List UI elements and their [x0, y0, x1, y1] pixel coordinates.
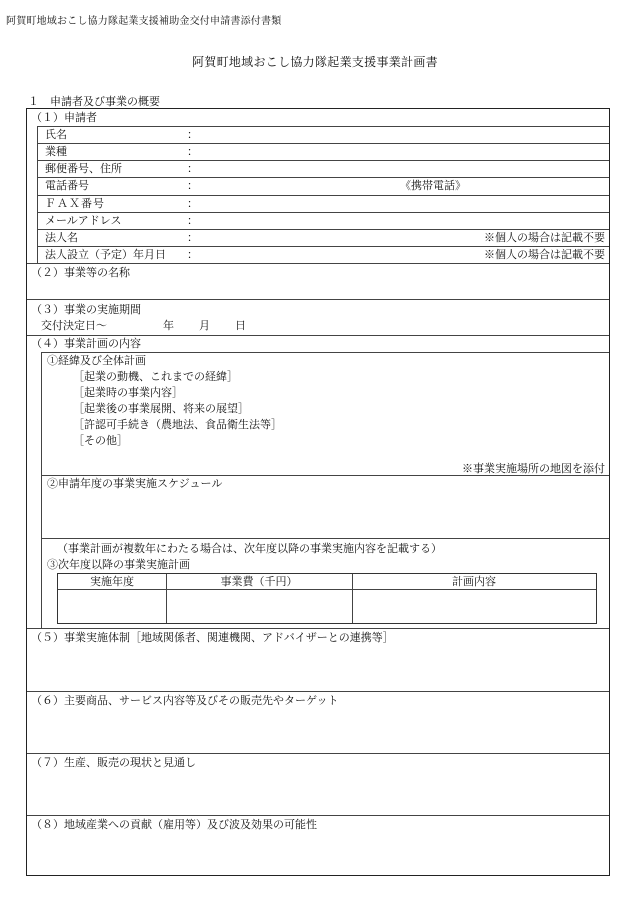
section-divider [27, 335, 609, 336]
products-heading: （６）主要商品、サービス内容等及びその販売先やターゲット [31, 694, 339, 707]
applicant-heading: （１）申請者 [31, 111, 97, 124]
table-header-line [58, 589, 596, 590]
table-header-year: 実施年度 [90, 575, 134, 588]
period-day-label: 日 [235, 319, 246, 332]
section-divider [27, 263, 609, 264]
industry-label: 業種 [45, 145, 67, 158]
period-year-label: 年 [163, 319, 174, 332]
applicant-row-line [37, 229, 609, 230]
name-colon: ： [187, 128, 198, 141]
overall-item-permits: ［許認可手続き（農地法、食品衛生法等］ [73, 418, 282, 431]
email-colon: ： [187, 214, 198, 227]
address-colon: ： [187, 162, 198, 175]
period-month-label: 月 [199, 319, 210, 332]
corp-name-note: ※個人の場合は記載不要 [484, 231, 605, 244]
applicant-row-line [37, 143, 609, 144]
section-heading: １ 申請者及び事業の概要 [28, 95, 160, 108]
table-header-content: 計画内容 [452, 575, 496, 588]
business-name-heading: （２）事業等の名称 [31, 266, 130, 279]
overall-item-other: ［その他］ [73, 434, 128, 447]
address-label: 郵便番号、住所 [45, 162, 122, 175]
table-header-cost: 事業費（千円） [220, 575, 298, 588]
email-label: メールアドレス [45, 214, 122, 227]
phone-label: 電話番号 [45, 179, 89, 192]
multi-year-note: （事業計画が複数年にわたる場合は、次年度以降の事業実施内容を記載する） [57, 542, 442, 555]
next-year-heading: ③次年度以降の事業実施計画 [47, 558, 190, 571]
plan-inner-line [41, 475, 609, 476]
section-divider [27, 691, 609, 692]
map-attachment-note: ※事業実施場所の地図を添付 [462, 462, 605, 475]
overall-plan-heading: ①経緯及び全体計画 [47, 354, 146, 367]
system-heading: （５）事業実施体制［地域関係者、関連機関、アドバイザーとの連携等］ [31, 631, 394, 644]
document-type-label: 阿賀町地域おこし協力隊起業支援補助金交付申請書添付書類 [6, 16, 282, 27]
form-frame [26, 108, 610, 876]
plan-inner-line [41, 538, 609, 539]
overall-item-initial: ［起業時の事業内容］ [73, 386, 183, 399]
period-heading: （３）事業の実施期間 [31, 303, 141, 316]
production-heading: （７）生産、販売の現状と見通し [31, 756, 196, 769]
applicant-row-line [37, 246, 609, 247]
plan-inner-line [41, 352, 609, 353]
overall-item-future: ［起業後の事業展開、将来の展望］ [73, 402, 249, 415]
applicant-row-line [37, 126, 609, 127]
corp-date-note: ※個人の場合は記載不要 [484, 248, 605, 261]
period-start-label: 交付決定日～ [41, 319, 107, 332]
name-label: 氏名 [45, 128, 67, 141]
corp-name-colon: ： [187, 231, 198, 244]
plan-left-border [41, 352, 42, 628]
plan-heading: （４）事業計画の内容 [31, 337, 141, 350]
document-title: 阿賀町地域おこし協力隊起業支援事業計画書 [191, 55, 438, 69]
overall-item-motive: ［起業の動機、これまでの経緯］ [73, 370, 238, 383]
fax-colon: ： [187, 197, 198, 210]
schedule-heading: ②申請年度の事業実施スケジュール [47, 477, 223, 490]
section-divider [27, 815, 609, 816]
corp-date-colon: ： [187, 248, 198, 261]
section-divider [27, 753, 609, 754]
section-divider [27, 299, 609, 300]
applicant-row-line [37, 195, 609, 196]
next-year-table [57, 573, 597, 624]
corp-name-label: 法人名 [45, 231, 78, 244]
contribution-heading: （８）地域産業への貢献（雇用等）及び波及効果の可能性 [31, 818, 317, 831]
applicant-row-line [37, 177, 609, 178]
phone-colon: ： [187, 179, 198, 192]
applicant-row-line [37, 160, 609, 161]
mobile-phone-note: 《携帯電話》 [400, 179, 466, 192]
fax-label: ＦＡＸ番号 [45, 197, 105, 210]
applicant-row-line [37, 212, 609, 213]
corp-date-label: 法人設立（予定）年月日 [45, 248, 166, 261]
industry-colon: ： [187, 145, 198, 158]
section-divider [27, 628, 609, 629]
